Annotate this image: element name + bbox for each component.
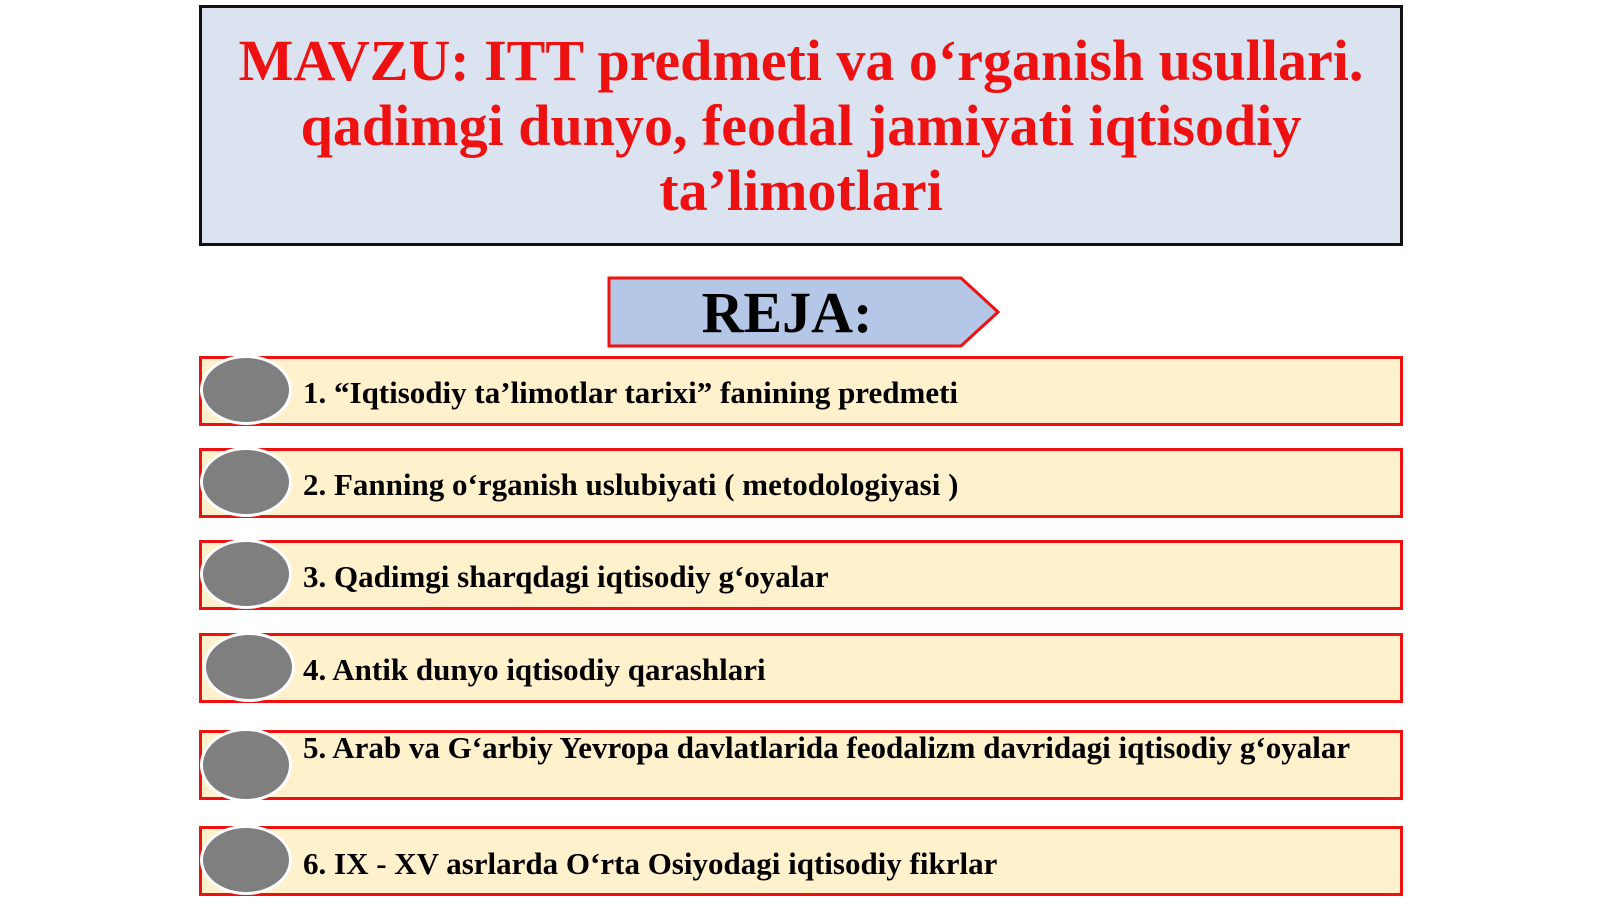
bullet-circle-icon — [200, 728, 292, 802]
title-box — [199, 5, 1403, 246]
bullet-circle-icon — [200, 539, 292, 609]
plan-item-6-text: 6. IX - XV asrlarda O‘rta Osiyodagi iqtisodiy fikrlar — [303, 846, 998, 881]
plan-item-3-text: 3. Qadimgi sharqdagi iqtisodiy g‘oyalar — [303, 559, 829, 594]
title-line-2: qadimgi dunyo, feodal jamiyati iqtisodiy — [300, 93, 1302, 158]
plan-item-5-text: 5. Arab va G‘arbiy Yevropa davlatlarida feodalizm davridagi iqtisodiy g‘oyalar — [303, 730, 1351, 765]
reja-heading: REJA: — [701, 279, 873, 345]
bullet-circle-icon — [200, 447, 292, 517]
title-line-3: ta’limotlari — [659, 158, 943, 223]
bullet-circle-icon — [203, 632, 295, 702]
plan-item-2-text: 2. Fanning o‘rganish uslubiyati ( metodologiyasi ) — [303, 467, 959, 502]
title-line-1: MAVZU: ITT predmeti va o‘rganish usullari. — [238, 28, 1364, 93]
bullet-circle-icon — [200, 825, 292, 895]
plan-item-1-text: 1. “Iqtisodiy ta’limotlar tarixi” fanining predmeti — [303, 375, 959, 410]
bullet-circle-icon — [200, 355, 292, 425]
plan-item-4-text: 4. Antik dunyo iqtisodiy qarashlari — [303, 652, 766, 687]
